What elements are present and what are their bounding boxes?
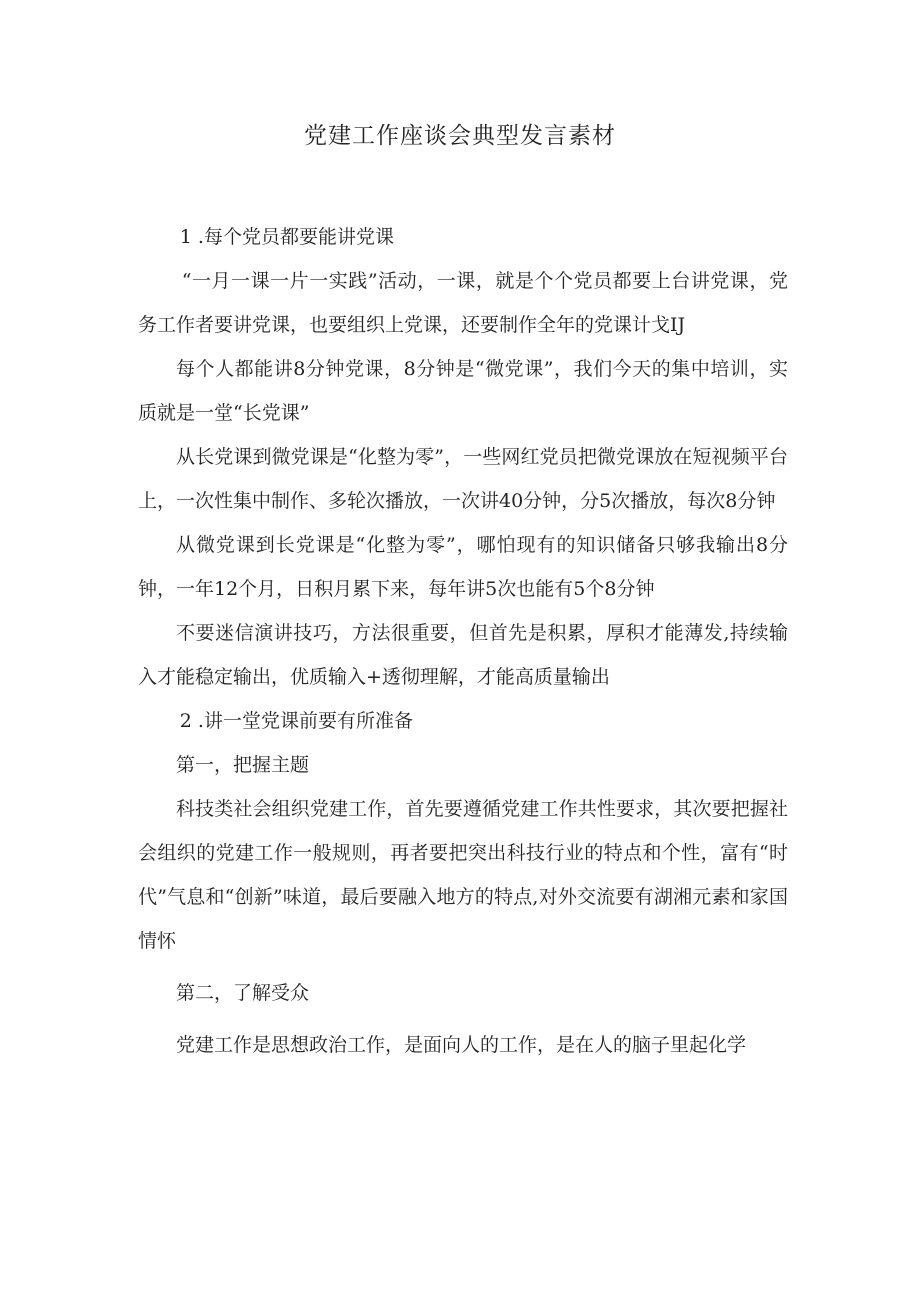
document-title: 党建工作座谈会典型发言素材	[304, 123, 616, 149]
paragraph: 从长党课到微党课是“化整为零”，一些网红党员把微党课放在短视频平台上，一次性集中制作、多轮次播放，一次讲40分钟，分5次播放，每次8分钟	[138, 446, 788, 512]
subheading-theme: 第一，把握主题	[176, 754, 310, 776]
paragraph: 每个人都能讲8分钟党课，8分钟是“微党课”，我们今天的集中培训，实质就是一堂“长党课”	[138, 358, 788, 424]
document-body	[138, 215, 788, 1067]
paragraph: 不要迷信演讲技巧，方法很重要，但首先是积累，厚积才能薄发,持续输入才能稳定输出，优质输入+透彻理解，才能高质量输出	[138, 622, 788, 688]
section-heading-2: 2 .讲一堂党课前要有所准备	[179, 710, 413, 732]
subheading-audience: 第二，了解受众	[176, 982, 310, 1004]
paragraph: “一月一课一片一实践”活动，一课，就是个个党员都要上台讲党课，党务工作者要讲党课，也要组织上党课，还要制作全年的党课计戈IJ	[138, 270, 788, 336]
section-heading-1: 1 .每个党员都要能讲党课	[179, 226, 394, 248]
paragraph: 从微党课到长党课是“化整为零”，哪怕现有的知识储备只够我输出8分钟，一年12个月，日积月累下来，每年讲5次也能有5个8分钟	[138, 534, 788, 600]
paragraph: 科技类社会组织党建工作，首先要遵循党建工作共性要求，其次要把握社会组织的党建工作一般规则，再者要把突出科技行业的特点和个性，富有“时代”气息和“创新”味道，最后要融入地方的特点,对外交流要有湖湘元素和家国情怀	[138, 798, 788, 952]
paragraph: 党建工作是思想政治工作，是面向人的工作，是在人的脑子里起化学	[176, 1034, 747, 1056]
